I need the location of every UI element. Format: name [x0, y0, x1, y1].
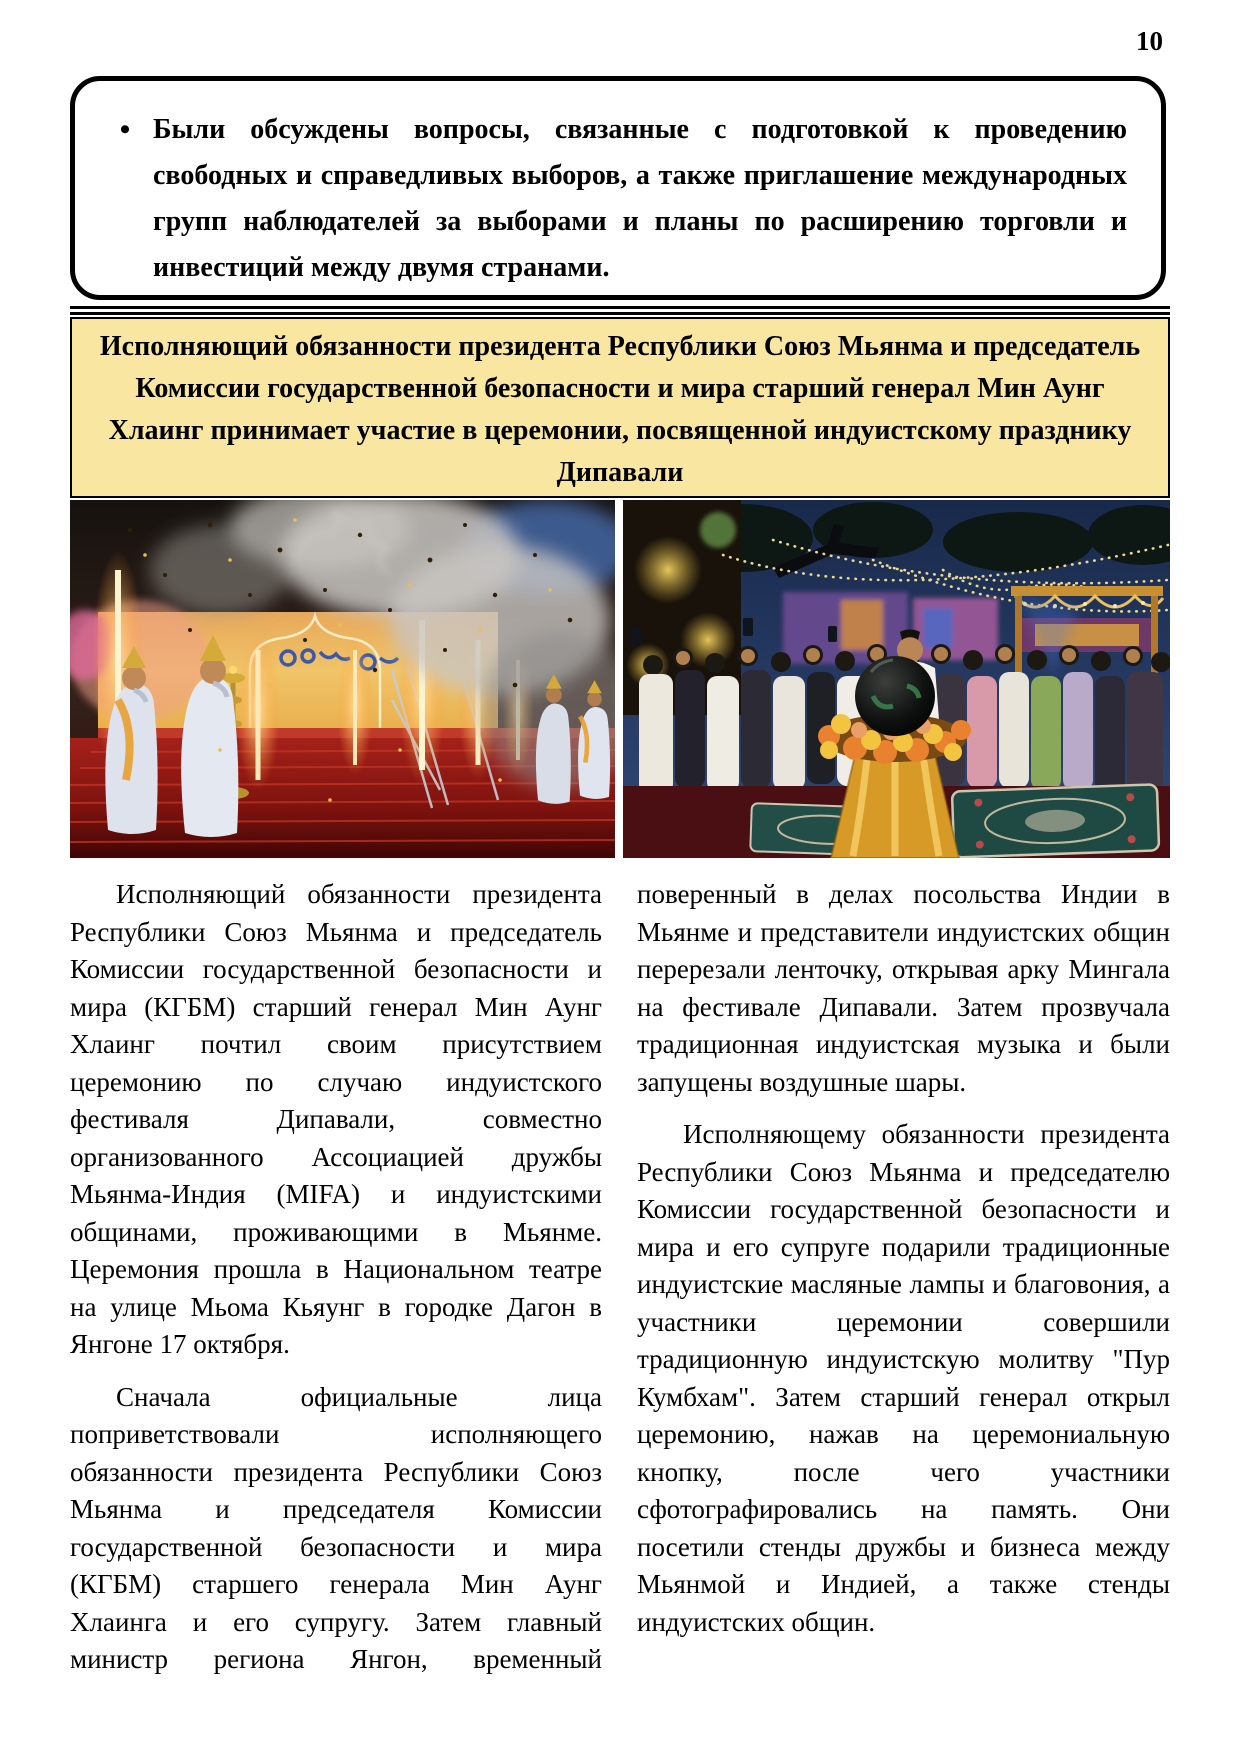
paragraph: поверенный в делах посольства Индии в Мьянме и представители индуистских общин перерезали ленточку, открывая арку Мингала на фестивале Дипавали. Затем прозвучала традиционная индуистская музыка и были запущены воздушные шары. — [637, 879, 1170, 1097]
photo-row — [70, 500, 1170, 858]
paragraph: Исполняющий обязанности президента Республики Союз Мьянма и председатель Комиссии государственной безопасности и мира (КГБМ) старший генерал Мин Аунг Хлаинг почтил своим присутствием церемонию по случаю индуистского фестиваля Дипавали, совместно организованного Ассоциацией дружбы Мьянма-Индия (MIFA) и индуистскими общинами, проживающими в Мьянме. Церемония прошла в Национальном театре на улице Мьома Кьяунг в городке Дагон в Янгоне 17 октября. — [70, 879, 602, 1359]
article-body — [70, 876, 1170, 1679]
article-column-right — [637, 876, 1170, 1679]
headline-box — [70, 317, 1170, 498]
summary-text: Были обсуждены вопросы, связанные с подготовкой к проведению свободных и справедливых выборов, а также приглашение международных групп наблюдателей за выборами и планы по расширению торговли и инвестиций между двумя странами. — [153, 114, 1127, 283]
headline-text: Исполняющий обязанности президента Республики Союз Мьянма и председатель Комиссии государственной безопасности и мира старший генерал Мин Аунг Хлаинг принимает участие в церемонии, посвященной индуистскому празднику Дипавали — [99, 331, 1141, 488]
summary-box — [70, 76, 1166, 300]
paragraph: Сначала официальные лица поприветствовали исполняющего обязанности президента Республики Союз Мьянма и председателя Комиссии государственной безопасности и мира (КГБМ) старшего генерала Мин Аунг Хлаинга и его супругу. Затем главный министр региона Янгон, временный — [70, 1381, 602, 1674]
separator-double-rule — [70, 306, 1170, 315]
article-column-left — [70, 876, 602, 1679]
photo-crowd-ceremony — [623, 500, 1170, 858]
photo-stage-fireworks — [70, 500, 615, 858]
bullet-marker: • — [119, 113, 131, 146]
page-number: 10 — [1136, 26, 1163, 56]
paragraph: Исполняющему обязанности президента Республики Союз Мьянма и председателю Комиссии государственной безопасности и мира и его супруге подарили традиционные индуистские масляные лампы и благовония, а участники церемонии совершили традиционную индуистскую молитву "Пур Кумбхам". Затем старший генерал открыл церемонию, нажав на церемониальную кнопку, после чего участники сфотографировались на память. Они посетили стенды дружбы и бизнеса между Мьянмой и Индией, а также стенды индуистских общин. — [637, 1119, 1170, 1637]
